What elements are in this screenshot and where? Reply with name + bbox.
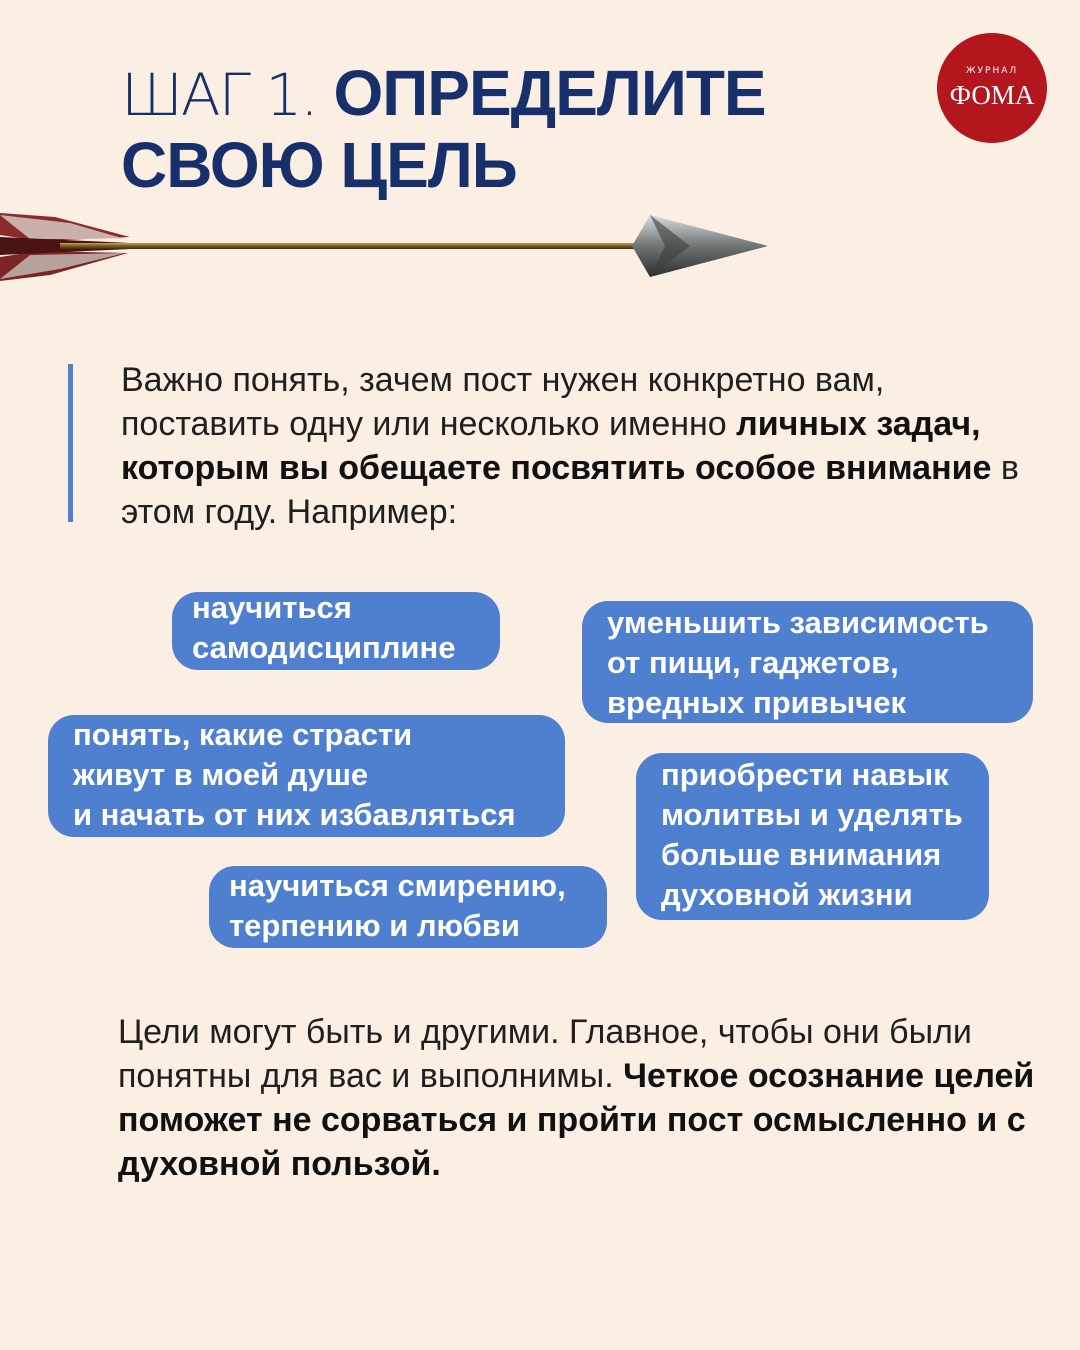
goal-chip-passions	[48, 715, 565, 837]
goal-title-line1: ОПРЕДЕЛИТЕ	[333, 57, 766, 129]
goal-chip-line: больше внимания	[661, 837, 942, 872]
goal-chip-line: от пищи, гаджетов,	[607, 645, 899, 680]
goal-chip-self-discipline	[172, 592, 500, 670]
arrow-head	[632, 215, 768, 277]
goal-chip-line: терпению и любви	[229, 908, 520, 943]
page-title	[121, 58, 901, 200]
goal-chip-prayer	[636, 753, 989, 920]
goal-chip-line: понять, какие страсти	[73, 717, 413, 752]
goal-chip-humility	[209, 866, 607, 948]
goal-chip-line: духовной жизни	[661, 877, 913, 912]
step-label: ШАГ 1.	[121, 61, 317, 129]
goal-chip-line: научиться	[192, 590, 352, 625]
goal-chip-line: живут в моей душе	[73, 757, 369, 792]
goal-chip-line: и начать от них избавляться	[73, 797, 516, 832]
logo-small-text: ЖУРНАЛ	[965, 66, 1019, 76]
quote-accent-bar	[68, 364, 73, 522]
logo-name: ФОМА	[949, 80, 1035, 110]
outro-text-start: Цели могут быть и другими. Главное, чтобы они были понятны для вас и выполнимы.	[118, 1013, 972, 1095]
intro-text-end: в этом году. Например:	[121, 449, 1019, 531]
outro-text-bold: Четкое осознание целей поможет не сорваться и пройти пост осмысленно и с духовной пользой.	[118, 1057, 1035, 1183]
goal-chip-line: самодисциплине	[192, 630, 456, 665]
goal-chip-line: вредных привычек	[607, 685, 906, 720]
goal-title-line2: СВОЮ ЦЕЛЬ	[121, 129, 517, 201]
goal-chip-line: молитвы и уделять	[661, 797, 963, 832]
arrow-icon	[0, 195, 780, 295]
goal-chip-line: уменьшить зависимость	[607, 605, 989, 640]
intro-paragraph	[121, 358, 1021, 534]
goal-chip-reduce-dependency	[582, 601, 1033, 723]
arrow-shaft	[60, 243, 650, 249]
outro-paragraph	[118, 1010, 1038, 1186]
goal-chip-line: научиться смирению,	[229, 868, 566, 903]
foma-logo	[937, 33, 1047, 143]
intro-text-bold: личных задач, которым вы обещаете посвятить особое внимание	[121, 405, 992, 487]
goal-chip-line: приобрести навык	[661, 757, 949, 792]
intro-text-start: Важно понять, зачем пост нужен конкретно вам, поставить одну или несколько именно	[121, 361, 885, 443]
